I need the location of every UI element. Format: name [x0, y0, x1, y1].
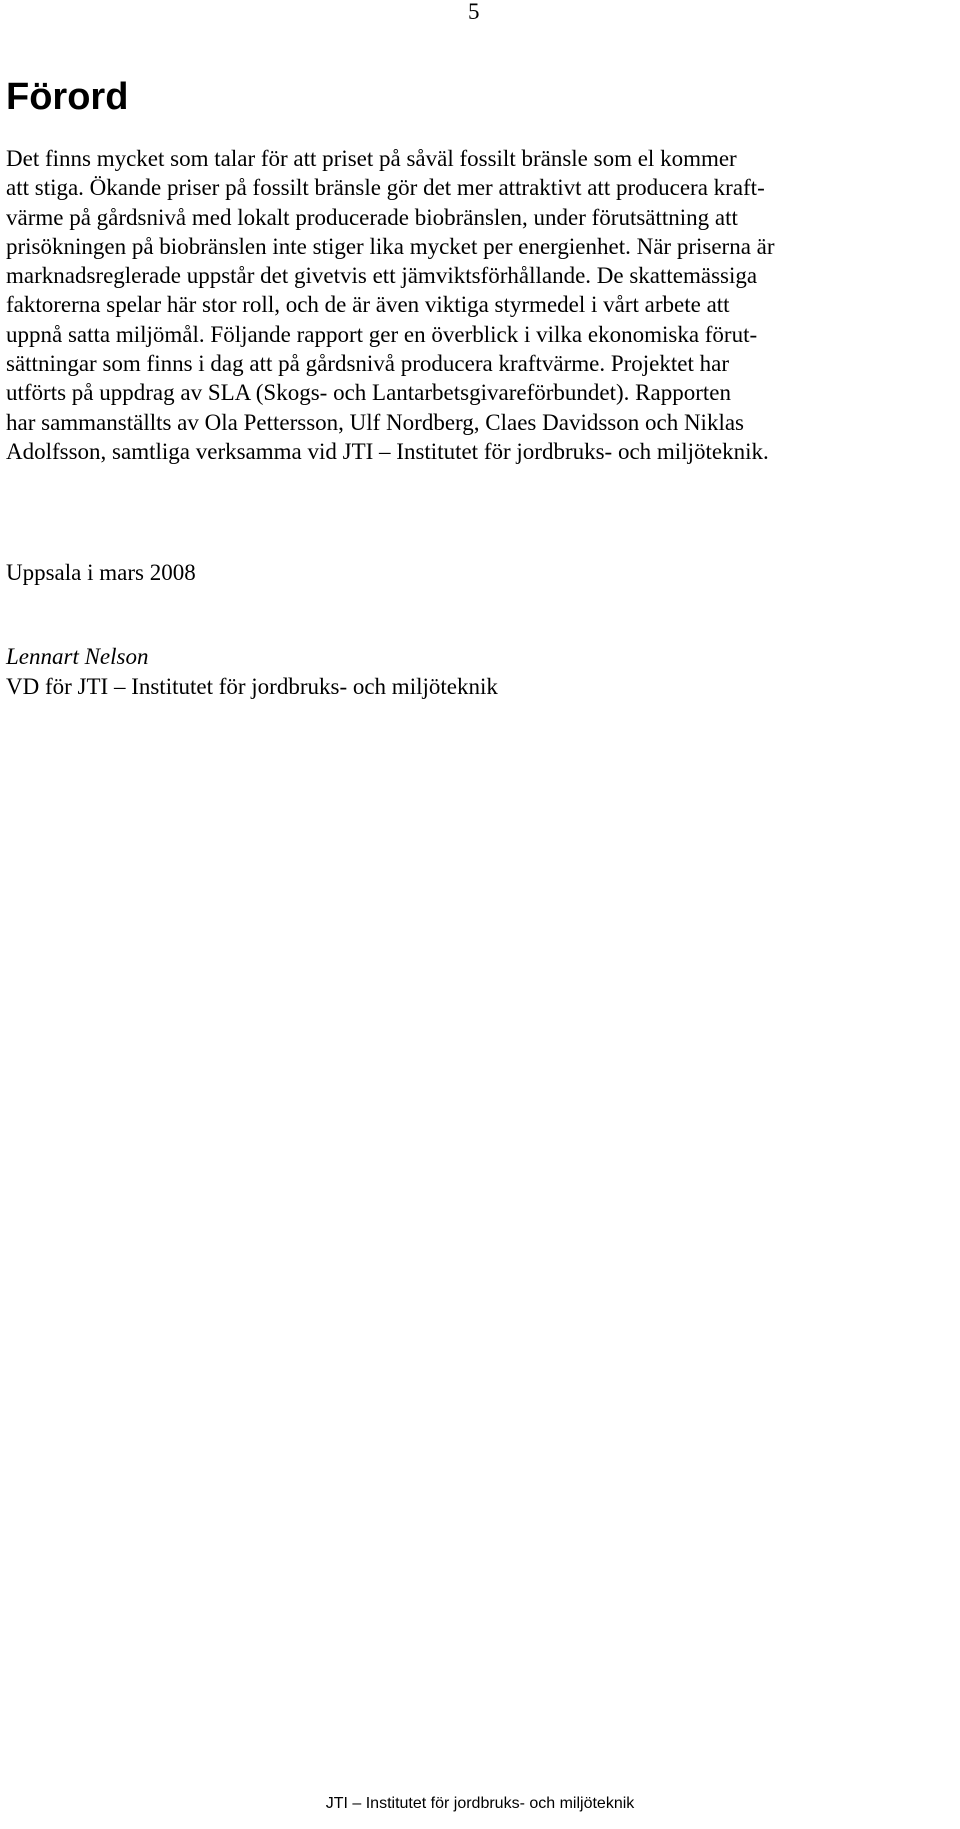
paragraph-line: att stiga. Ökande priser på fossilt bränsle gör det mer attraktivt att producera kraft- [6, 175, 765, 201]
paragraph-line: sättningar som finns i dag att på gårdsnivå producera kraftvärme. Projektet har [6, 351, 729, 377]
paragraph-line: Det finns mycket som talar för att priset på såväl fossilt bränsle som el kommer [6, 146, 737, 171]
paragraph-line: Adolfsson, samtliga verksamma vid JTI – Institutet för jordbruks- och miljöteknik. [6, 438, 769, 464]
foreword-paragraph [6, 144, 956, 466]
signatory-name: Lennart Nelson [6, 644, 149, 669]
paragraph-line: prisökningen på biobränslen inte stiger lika mycket per energienhet. När priserna är [6, 233, 775, 259]
paragraph-line: uppnå satta miljömål. Följande rapport ger en överblick i vilka ekonomiska förut- [6, 321, 758, 347]
paragraph-line: marknadsreglerade uppstår det givetvis ett jämviktsförhållande. De skattemässiga [6, 263, 758, 289]
page-footer: JTI – Institutet för jordbruks- och miljöteknik [325, 1795, 635, 1812]
paragraph-line: utförts på uppdrag av SLA (Skogs- och Lantarbetsgivareförbundet). Rapporten [6, 380, 731, 406]
signatory-title: VD för JTI – Institutet för jordbruks- och miljöteknik [6, 674, 498, 699]
paragraph-line: faktorerna spelar här stor roll, och de är även viktiga styrmedel i vårt arbete att [6, 292, 730, 318]
paragraph-line: värme på gårdsnivå med lokalt producerade biobränslen, under förutsättning att [6, 204, 738, 230]
paragraph-line: har sammanställts av Ola Pettersson, Ulf Nordberg, Claes Davidsson och Niklas [6, 409, 744, 435]
page-heading: Förord [6, 76, 129, 118]
place-and-date: Uppsala i mars 2008 [6, 560, 196, 585]
page-number: 5 [468, 0, 480, 24]
